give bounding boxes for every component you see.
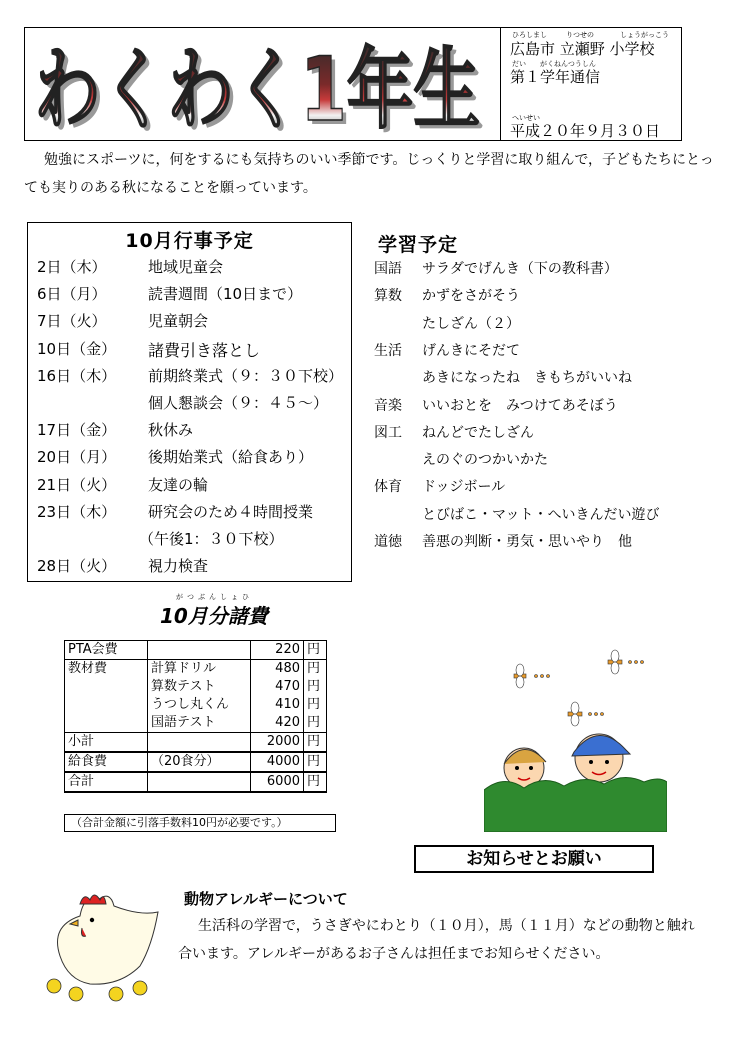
fee-subitem (148, 641, 251, 660)
fee-unit: 円 (304, 714, 327, 733)
event-text: 諸費引き落とし (148, 340, 261, 360)
dragonfly-icon (514, 650, 644, 726)
study-subject: 国語 (374, 261, 402, 277)
event-day: 17日（金） (37, 421, 117, 440)
event-day: 20日（月） (37, 448, 117, 467)
study-subject: 図工 (374, 424, 402, 441)
event-day: 2日（木） (37, 258, 107, 276)
event-text: 後期始業式（給食あり） (148, 448, 314, 467)
study-subject: 算数 (374, 288, 402, 305)
fees-table (64, 640, 327, 793)
newsletter-ruby-1: だい (512, 60, 526, 68)
fee-amount: 6000 (251, 772, 304, 792)
fee-amount: 4000 (251, 752, 304, 772)
study-text: えのぐのつかいかた (422, 452, 548, 469)
fee-amount: 480 (251, 660, 304, 679)
fees-note: （合計金額に引落手数料10円が必要です。） (64, 814, 336, 832)
fee-unit: 円 (304, 752, 327, 772)
fee-row (65, 772, 327, 792)
hen-comb (80, 895, 106, 904)
study-text: とびばこ・マット・へいきんだい遊び (422, 506, 660, 523)
fee-subitem (148, 772, 251, 792)
fee-row (65, 752, 327, 772)
study-title: 学習予定 (378, 234, 459, 256)
hen-and-chicks-illustration (40, 886, 165, 1006)
study-text: サラダでげんき（下の教科書） (422, 261, 618, 277)
newsletter-ruby-2: がくねんつうしん (540, 60, 596, 68)
study-text: ねんどでたしざん (422, 424, 534, 441)
banner-title (30, 32, 492, 136)
fee-row (65, 696, 327, 714)
header-divider (500, 27, 501, 141)
study-subject: 体育 (374, 479, 402, 496)
fee-unit: 円 (304, 772, 327, 792)
fee-unit: 円 (304, 641, 327, 660)
fee-row (65, 660, 327, 679)
fee-subitem: うつし丸くん (148, 696, 251, 714)
event-day: 28日（火） (37, 557, 117, 576)
event-day: 23日（木） (37, 502, 117, 521)
grass-bush (484, 777, 667, 832)
study-subject: 音楽 (374, 397, 402, 414)
event-text: 友達の輪 (148, 475, 209, 494)
issue-date: 平成２０年９月３０日 (510, 122, 661, 140)
fee-row (65, 714, 327, 733)
allergy-title: 動物アレルギーについて (184, 890, 348, 908)
study-text: 善悪の判断・勇気・思いやり 他 (422, 534, 632, 550)
fee-amount: 2000 (251, 733, 304, 753)
fee-item: 合計 (65, 772, 148, 792)
fee-item (65, 714, 148, 733)
school-ruby-1: ひろしまし (512, 31, 547, 39)
study-subject: 生活 (374, 342, 402, 359)
event-text: 地域児童会 (148, 258, 224, 276)
school-ruby-3: しょうがっこう (620, 31, 669, 39)
fee-item (65, 696, 148, 714)
school-ruby-2: りつせの (566, 31, 594, 39)
fees-title: 10月分諸費 (160, 604, 268, 628)
fees-title-ruby: がつぶんしょひ (176, 593, 253, 601)
fee-unit: 円 (304, 733, 327, 753)
intro-paragraph: 勉強にスポーツに，何をするにも気持ちのいい季節です。じっくりと学習に取り組んで，子どもたちにとっても実りのある秋になることを願っています。 (24, 152, 714, 196)
fee-unit: 円 (304, 660, 327, 679)
event-text: 視力検査 (148, 557, 209, 576)
newsletter-name: 第１学年通信 (510, 68, 601, 86)
fee-unit: 円 (304, 696, 327, 714)
fee-subitem (148, 733, 251, 753)
banner-shadow: わくわく1年生 (38, 42, 484, 136)
fee-row (65, 641, 327, 660)
fee-item: 小計 (65, 733, 148, 753)
fee-row (65, 733, 327, 753)
event-text: 前期終業式（９：３０下校） (148, 366, 344, 385)
study-text: いいおとを みつけてあそぼう (422, 397, 618, 414)
fee-subitem: 算数テスト (148, 678, 251, 696)
event-day: 21日（火） (37, 475, 117, 494)
fee-item: 教材費 (65, 660, 148, 679)
child-face-right (572, 734, 630, 782)
fee-unit: 円 (304, 678, 327, 696)
date-ruby: へいせい (512, 114, 540, 122)
fee-amount: 410 (251, 696, 304, 714)
fee-item: 給食費 (65, 752, 148, 772)
event-text: 読書週間（10日まで） (148, 285, 303, 304)
kids-dragonfly-illustration (484, 640, 667, 832)
notice-title: お知らせとお願い (414, 845, 654, 873)
event-text: （午後1：３０下校） (139, 530, 284, 548)
fee-item (65, 678, 148, 696)
study-text: ドッジボール (422, 479, 506, 496)
study-subject: 道徳 (374, 534, 402, 550)
fee-amount: 470 (251, 678, 304, 696)
study-text: げんきにそだて (422, 342, 520, 359)
fee-amount: 220 (251, 641, 304, 660)
fee-item: PTA会費 (65, 641, 148, 660)
hen-body (58, 896, 159, 984)
fee-subitem: 国語テスト (148, 714, 251, 733)
event-text: 児童朝会 (148, 312, 209, 331)
events-title: 10月行事予定 (125, 230, 254, 252)
event-text: 研究会のため４時間授業 (148, 502, 314, 521)
event-day: 6日（月） (37, 285, 107, 304)
study-text: かずをさがそう (422, 288, 520, 305)
event-text: 秋休み (148, 421, 194, 440)
study-text: たしざん（２） (422, 315, 520, 332)
school-name: 広島市 立瀬野 小学校 (510, 40, 655, 58)
event-day: 10日（金） (37, 339, 117, 358)
allergy-text: 生活科の学習で，うさぎやにわとり（１０月），馬（１１月）などの動物と触れ合います。アレルギーがあるお子さんは担任までお知らせください。 (178, 918, 695, 962)
banner-text: わくわく1年生 (34, 38, 480, 136)
fee-amount: 420 (251, 714, 304, 733)
fee-subitem: 計算ドリル (148, 660, 251, 679)
fee-row (65, 678, 327, 696)
event-day: 16日（木） (37, 366, 117, 385)
study-text: あきになったね きもちがいいね (422, 370, 632, 387)
event-day: 7日（火） (37, 312, 107, 331)
event-text: 個人懇談会（９：４５～） (148, 394, 329, 412)
fee-subitem: （20食分） (148, 752, 251, 772)
